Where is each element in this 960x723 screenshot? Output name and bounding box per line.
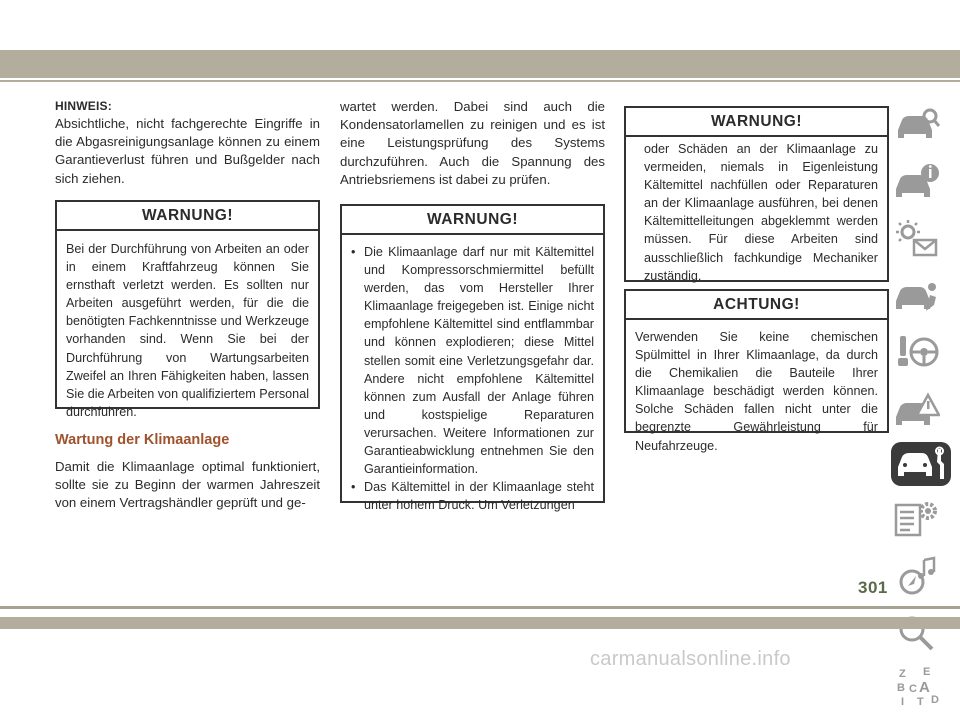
column-left bbox=[55, 98, 320, 188]
note-text: Absichtliche, nicht fachgerechte Eingriffe in die Abgasreinigungsanlage können zu einem Garantieverlust führen und Bußgelder nach sich ziehen. bbox=[55, 116, 320, 186]
car-wrench-icon[interactable] bbox=[891, 442, 951, 486]
warning-bullet: • Das Kältemittel in der Klimaanlage steht unter hohem Druck. Um Verletzungen bbox=[351, 478, 594, 514]
section-title: Wartung der Klimaanlage bbox=[55, 432, 230, 448]
continued-text: wartet werden. Dabei sind auch die Kondensatorlamellen zu reinigen und es ist eine Leistungsprüfung des Systems durchzuführen. Auch die Spannung des Antriebsriemens ist dabei zu prüfen. bbox=[340, 99, 605, 187]
alphabet-index-icon[interactable] bbox=[893, 666, 941, 714]
chapter-sidebar bbox=[893, 100, 947, 723]
header-band bbox=[0, 50, 960, 78]
index-letter: E bbox=[923, 666, 931, 678]
header-rule bbox=[0, 80, 960, 82]
footer-rule bbox=[0, 606, 960, 609]
caution-text: Verwenden Sie keine chemischen Spülmittel in Ihrer Klimaanlage, da durch die Chemikalien die Bauteile Ihrer Klimaanlage beschädigt werden können. Solche Schäden fallen nicht unter die begrenzte Gewährleistung für Neufahrzeuge. bbox=[635, 330, 878, 453]
steering-wheel-icon[interactable] bbox=[893, 328, 941, 376]
note-title: HINWEIS: bbox=[55, 99, 112, 113]
car-warning-icon[interactable] bbox=[893, 385, 941, 433]
warning-text: Bei der Durchführung von Arbeiten an oder in einem Kraftfahrzeug können Sie ernsthaft verletzt werden. Es sollten nur Arbeiten ausgeführt werden, für die die benötigten Fachkenntnisse und Werkzeuge vorhanden sind. Wenn Sie bei der Durchführung von Wartungsarbeiten Zweifel an Ihren Fähigkeiten haben, lassen Sie die Arbeiten von qualifiziertem Personal durchführen. bbox=[66, 242, 309, 419]
warning-list bbox=[342, 235, 603, 523]
caution-box bbox=[624, 289, 889, 453]
index-letter: I bbox=[901, 696, 905, 708]
page-number: 301 bbox=[858, 578, 888, 597]
car-airbag-icon[interactable] bbox=[893, 271, 941, 319]
section-text: Damit die Klimaanlage optimal funktioniert, sollte sie zu Beginn der warmen Jahreszeit von einem Vertragshändler geprüft und ge- bbox=[55, 459, 320, 511]
warning-box-right bbox=[624, 106, 889, 282]
warning-title: WARNUNG! bbox=[626, 108, 887, 137]
column-middle bbox=[340, 98, 605, 189]
music-nav-icon[interactable] bbox=[893, 552, 941, 600]
warning-title: WARNUNG! bbox=[342, 206, 603, 235]
warning-bullet: • Die Klimaanlage darf nur mit Kältemittel und Kompressorschmiermittel befüllt werden, das vom Hersteller Ihrer Klimaanlage freigegeben ist. Einige nicht empfohlene Kältemittel sind entflammbar und können explodieren; diese Mittel stellen somit eine Verletzungsgefahr dar. Andere nicht empfohlene Kältemittel können zum Ausfall der Anlage führen und kostspielige Reparaturen verursachen. Weitere Informationen zur Garantieabwicklung entnehmen Sie den Garantieinformation. bbox=[351, 243, 594, 478]
index-letter: A bbox=[919, 679, 930, 696]
index-letter: Z bbox=[899, 668, 906, 680]
car-search-icon[interactable] bbox=[893, 100, 941, 148]
watermark: carmanualsonline.info bbox=[590, 648, 791, 670]
warning-lights-icon[interactable] bbox=[893, 214, 941, 262]
index-letter: B bbox=[897, 682, 905, 694]
warning-text: oder Schäden an der Klimaanlage zu vermeiden, niemals in Eigenleistung Kältemittel nachfüllen oder Reparaturen an der Klimaanlage ausführen, bei denen Kältemittelleitungen abgeklemmt werden müssen. Für diese Arbeiten sind ausschließlich fachkundige Mechaniker zuständig. bbox=[644, 142, 878, 283]
warning-title: WARNUNG! bbox=[57, 202, 318, 231]
warning-box-middle bbox=[340, 204, 605, 513]
warning-box-left bbox=[55, 200, 320, 419]
footer-band bbox=[0, 617, 960, 629]
car-info-icon[interactable] bbox=[893, 157, 941, 205]
index-letter: T bbox=[917, 696, 924, 708]
list-gear-icon[interactable] bbox=[893, 495, 941, 543]
section-ac bbox=[55, 432, 320, 513]
index-letter: C bbox=[909, 683, 917, 695]
index-letter: D bbox=[931, 694, 939, 706]
caution-title: ACHTUNG! bbox=[626, 291, 887, 320]
